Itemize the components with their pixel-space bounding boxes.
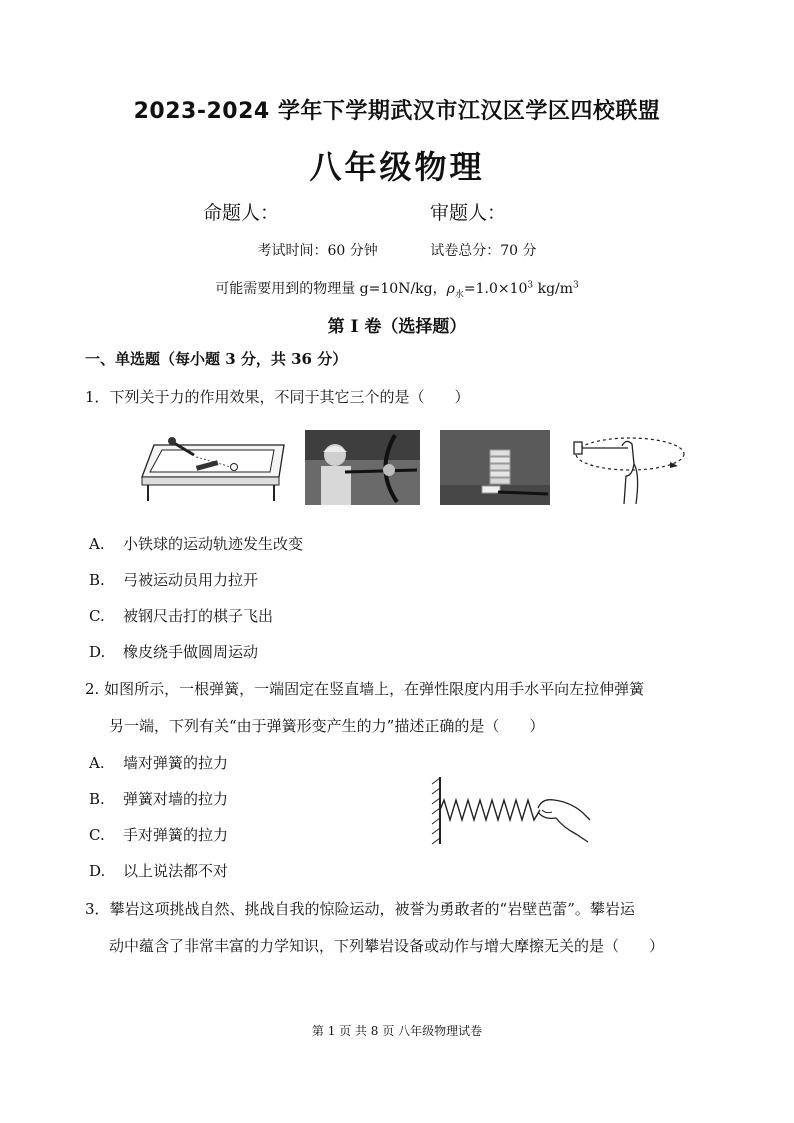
- exam-info: [0, 240, 794, 260]
- option-letter: D.: [89, 862, 106, 880]
- exam-title: 2023-2024 学年下学期武汉市江汉区学区四校联盟: [133, 99, 661, 124]
- question-1-stem: 1．下列关于力的作用效果，不同于其它三个的是（ ）: [85, 388, 470, 406]
- archer-photo: [305, 430, 420, 505]
- total-score: 试卷总分：70 分: [430, 243, 537, 259]
- eraser-circle-figure: [570, 428, 690, 508]
- q2-option-b[interactable]: [89, 788, 228, 809]
- exam-time: 考试时间：60 分钟: [257, 243, 378, 259]
- q2-option-a[interactable]: [89, 752, 228, 773]
- question-3-stem-line2: 动中蕴含了非常丰富的力学知识，下列攀岩设备或动作与增大摩擦无关的是（ ）: [109, 937, 665, 955]
- option-text: 手对弹簧的拉力: [123, 826, 229, 844]
- rho-unit: kg/m: [533, 281, 574, 297]
- q1-option-d[interactable]: [89, 641, 258, 662]
- spring-wall-figure: [430, 772, 595, 852]
- option-text: 被钢尺击打的棋子飞出: [123, 607, 274, 625]
- option-letter: A.: [89, 535, 105, 553]
- option-text: 以上说法都不对: [123, 862, 229, 880]
- rho-value: =1.0×10: [463, 281, 528, 297]
- option-letter: B.: [89, 571, 105, 589]
- q2-option-d[interactable]: [89, 860, 228, 881]
- question-3-stem-line1: 3．攀岩这项挑战自然、挑战自我的惊险运动，被誉为勇敢者的“岩壁芭蕾”。攀岩运: [85, 900, 635, 918]
- setter-label: 命题人：: [203, 202, 280, 224]
- rho-subscript: 水: [454, 289, 464, 300]
- q2-option-c[interactable]: [89, 824, 228, 845]
- option-letter: A.: [89, 754, 105, 772]
- subject-title: 八年级物理: [309, 148, 485, 186]
- physical-constants: [0, 278, 794, 300]
- rho-exponent: 3: [527, 280, 534, 291]
- constants-prefix: 可能需要用到的物理量 g=10N/kg，: [215, 281, 447, 297]
- reviewer-label: 审题人：: [430, 202, 507, 224]
- q1-option-c[interactable]: [89, 605, 273, 626]
- table-ball-figure: [134, 425, 294, 505]
- q1-option-a[interactable]: [89, 533, 303, 554]
- option-text: 弹簧对墙的拉力: [123, 790, 229, 808]
- q1-option-b[interactable]: [89, 569, 258, 590]
- question-2-stem-line2: 另一端，下列有关“由于弹簧形变产生的力”描述正确的是（ ）: [109, 717, 545, 735]
- part-title: 一、单选题（每小题 3 分，共 36 分）: [85, 350, 348, 368]
- rho-symbol: ρ: [446, 281, 455, 297]
- option-text: 小铁球的运动轨迹发生改变: [123, 535, 304, 553]
- option-text: 墙对弹簧的拉力: [123, 754, 229, 772]
- option-text: 弓被运动员用力拉开: [123, 571, 259, 589]
- rho-unit-exponent: 3: [573, 280, 579, 291]
- option-text: 橡皮绕手做圆周运动: [123, 643, 259, 661]
- option-letter: C.: [89, 607, 105, 625]
- option-letter: B.: [89, 790, 105, 808]
- option-letter: C.: [89, 826, 105, 844]
- checkers-photo: [440, 430, 550, 505]
- page-footer: 第 1 页 共 8 页 八年级物理试卷: [311, 1024, 483, 1038]
- section-title: 第 I 卷（选择题）: [327, 317, 467, 337]
- question-2-stem-line1: 2. 如图所示，一根弹簧，一端固定在竖直墙上，在弹性限度内用手水平向左拉伸弹簧: [85, 680, 645, 698]
- option-letter: D.: [89, 643, 106, 661]
